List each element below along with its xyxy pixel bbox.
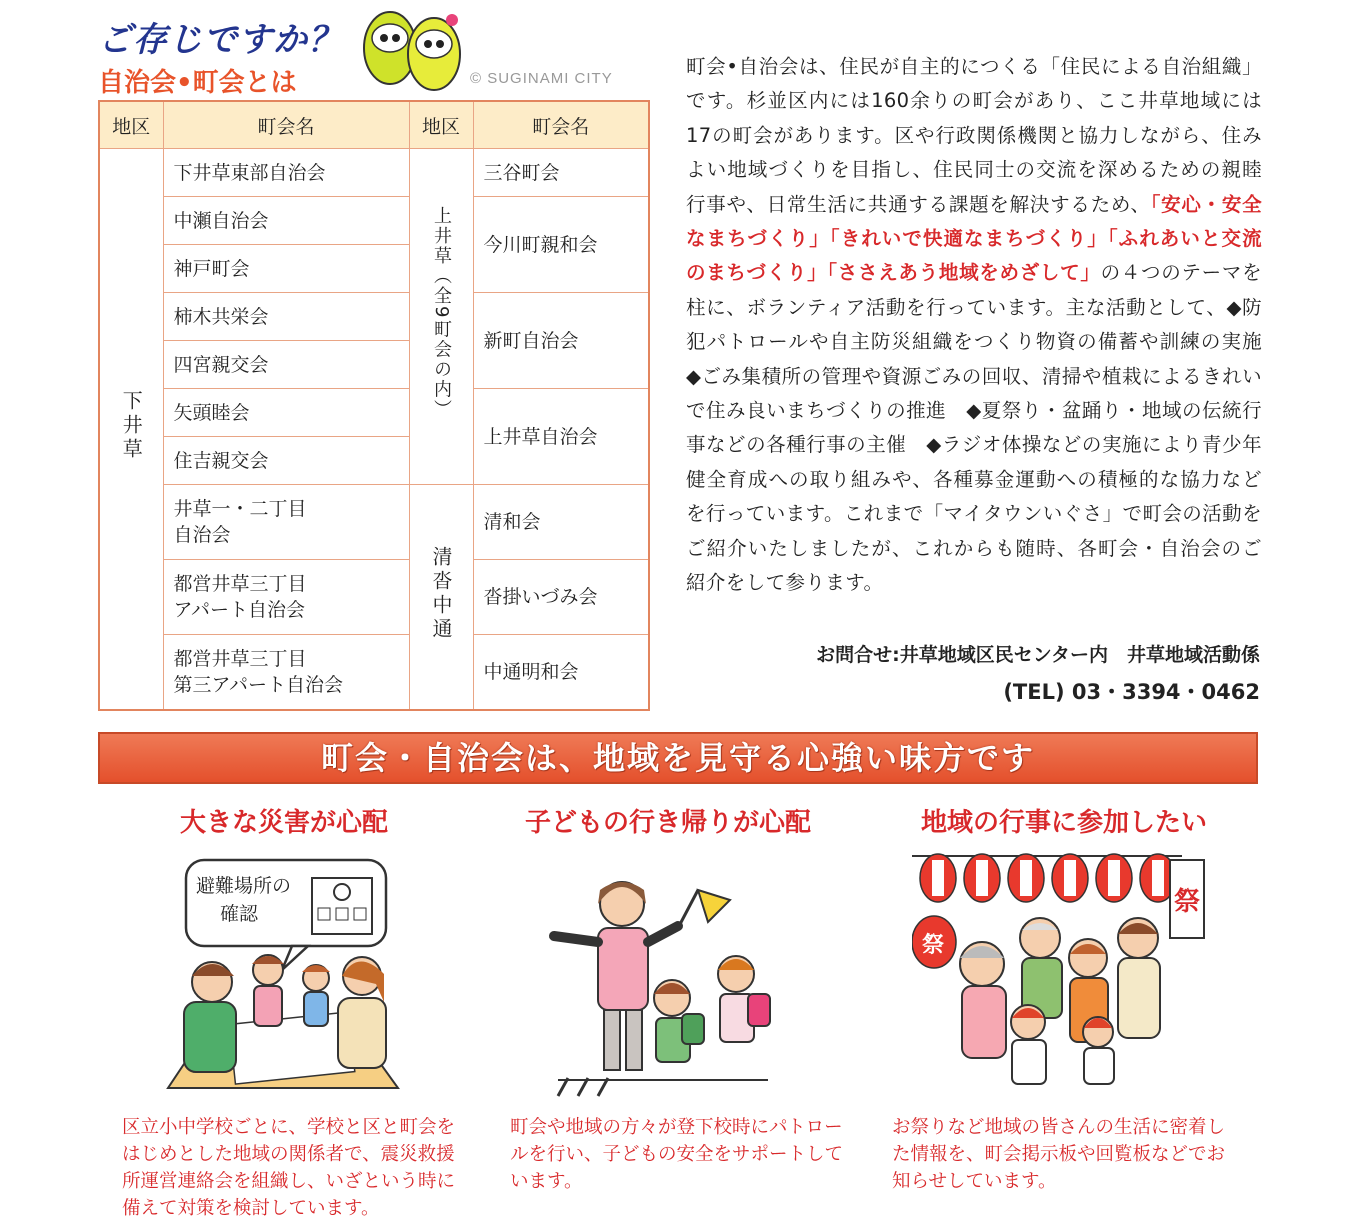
column-title-events: 地域の行事に参加したい bbox=[920, 808, 1207, 838]
header-district: 地区 bbox=[409, 101, 473, 149]
section-subtitle: 自治会•町会とは bbox=[98, 68, 297, 98]
copyright-credit: © SUGINAMI CITY bbox=[470, 70, 613, 87]
bubble-line: 確認 bbox=[220, 903, 259, 925]
column-text-school-route: 町会や地域の方々が登下校時にパトロールを行い、子どもの安全をサポートしています。 bbox=[510, 1117, 844, 1192]
table-row bbox=[99, 560, 649, 635]
town-name: 井草一・二丁目 自治会 bbox=[163, 485, 409, 560]
town-name: 矢頭睦会 bbox=[163, 389, 409, 437]
festival-lantern-text: 祭 bbox=[922, 933, 945, 958]
table-row bbox=[99, 197, 649, 245]
table-row bbox=[99, 389, 649, 437]
mascot-icon bbox=[352, 4, 472, 100]
intro-text-2: の４つのテーマを柱に、ボランティア活動を行っています。主な活動として、◆防犯パトロールや自主防災組織をつくり物資の備蓄や訓練の実施 ◆ごみ集積所の管理や資源ごみの回収、清掃や植栽によるきれいで住み良いまちづくりの推進 ◆夏祭り・盆踊り・地域の伝統行事などの各種行事の主催 ◆ラジオ体操などの実施により青少年健全育成への取り組みや、各種募金運動への積極的な協力などを行っています。これまで「マイタウンいぐさ」で町会の活動をご紹介いたしましたが、これからも随時、各町会・自治会のご紹介をして参ります。 bbox=[686, 261, 1282, 595]
town-name: 沓掛いづみ会 bbox=[473, 560, 649, 635]
header-town-name: 町会名 bbox=[163, 101, 409, 149]
intro-text-1: 町会•自治会は、住民が自主的につくる「住民による自治組織」です。杉並区内には160余りの町会があり、ここ井草地域には17の町会があります。区や行政関係機関と協力しながら、住みよい地域づくりを目指し、住民同士の交流を深めるための親睦行事や、日常生活に共通する課題を解決するため、 bbox=[686, 55, 1262, 216]
table-row bbox=[99, 635, 649, 711]
header-town-name: 町会名 bbox=[473, 101, 649, 149]
evacuation-meeting-illustration bbox=[162, 852, 402, 1096]
town-name: 都営井草三丁目 アパート自治会 bbox=[163, 560, 409, 635]
town-name: 下井草東部自治会 bbox=[163, 149, 409, 197]
town-name: 三谷町会 bbox=[473, 149, 649, 197]
district-shimoigusa: 下井草 bbox=[99, 149, 163, 711]
town-name: 清和会 bbox=[473, 485, 649, 560]
column-title-school-route: 子どもの行き帰りが心配 bbox=[524, 808, 811, 838]
town-name: 中瀬自治会 bbox=[163, 197, 409, 245]
header-district: 地区 bbox=[99, 101, 163, 149]
intro-themes: 「安心・安全なまちづくり」「きれいで快適なまちづくり」「ふれあいと交流のまちづくり」「ささえあう地域をめざして」 bbox=[686, 192, 1262, 285]
town-name: 神戸町会 bbox=[163, 245, 409, 293]
town-association-table bbox=[98, 100, 650, 711]
table-row bbox=[99, 485, 649, 560]
town-name: 中通明和会 bbox=[473, 635, 649, 711]
school-patrol-illustration bbox=[548, 864, 778, 1100]
town-name: 今川町親和会 bbox=[473, 197, 649, 293]
contact-phone: (TEL) 03・3394・0462 bbox=[1003, 680, 1260, 704]
district-seiten: 清沓中通 bbox=[409, 485, 473, 711]
question-title: ご存じですか？ bbox=[98, 20, 343, 60]
town-name: 新町自治会 bbox=[473, 293, 649, 389]
town-name: 上井草自治会 bbox=[473, 389, 649, 485]
table-row bbox=[99, 149, 649, 197]
column-title-disaster: 大きな災害が心配 bbox=[179, 808, 388, 838]
festival-family-illustration bbox=[912, 846, 1222, 1096]
column-text-events: お祭りなど地域の皆さんの生活に密着した情報を、町会掲示板や回覧板などでお知らせしています。 bbox=[892, 1117, 1226, 1192]
town-name: 都営井草三丁目 第三アパート自治会 bbox=[163, 635, 409, 711]
festival-sign: 祭 bbox=[1174, 887, 1201, 917]
intro-paragraph bbox=[686, 50, 1282, 601]
table-header-row bbox=[99, 101, 649, 149]
town-name: 住吉親交会 bbox=[163, 437, 409, 485]
town-name: 柿木共栄会 bbox=[163, 293, 409, 341]
town-name: 四宮親交会 bbox=[163, 341, 409, 389]
bubble-line: 避難場所の bbox=[196, 875, 292, 897]
contact-info: お問合せ:井草地域区民センター内 井草地域活動係 bbox=[816, 644, 1260, 666]
column-text-disaster: 区立小中学校ごとに、学校と区と町会をはじめとした地域の関係者で、震災救援所運営連絡会を組織し、いざという時に備えて対策を検討しています。 bbox=[122, 1117, 456, 1219]
district-kamiigusa: 上井草（全9町会の内） bbox=[409, 149, 473, 485]
table-row bbox=[99, 293, 649, 341]
main-banner: 町会・自治会は、地域を見守る心強い味方です bbox=[98, 732, 1258, 784]
